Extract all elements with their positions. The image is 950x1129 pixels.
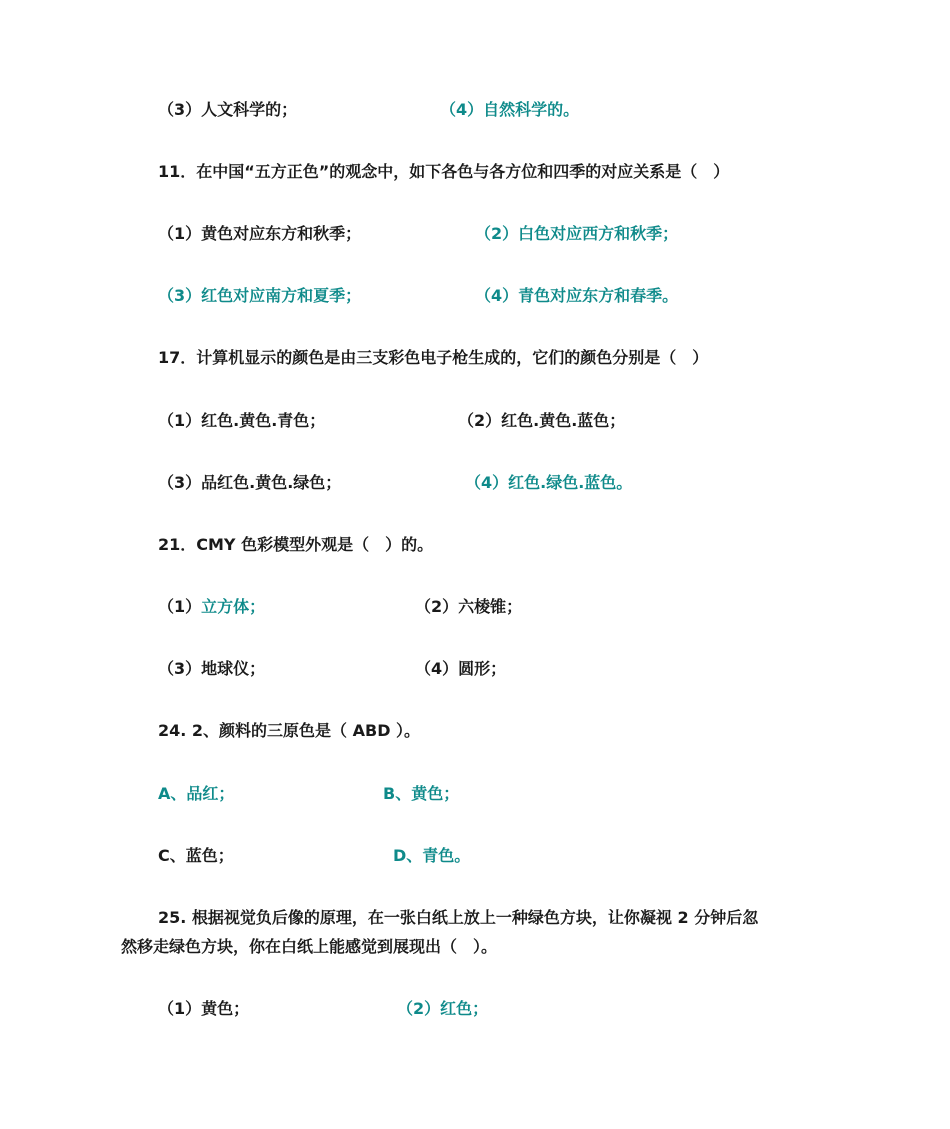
- q24-stem: 24. 2、颜料的三原色是（ ABD ）。: [158, 721, 421, 740]
- q25-option-2-answer: （2）红色；: [397, 999, 489, 1018]
- q17-stem: 17．计算机显示的颜色是由三支彩色电子枪生成的，它们的颜色分别是（ ）: [158, 348, 709, 367]
- q10-option-3: （3）人文科学的；: [158, 100, 298, 119]
- q21-option-4: （4）圆形；: [415, 659, 507, 678]
- q17-option-3: （3）品红色.黄色.绿色；: [158, 473, 342, 492]
- q11-option-2-answer: （2）白色对应西方和秋季；: [475, 224, 679, 243]
- q17-option-4-answer: （4）红色.绿色.蓝色。: [465, 473, 633, 492]
- q25-stem-line-1: 25. 根据视觉负后像的原理，在一张白纸上放上一种绿色方块，让你凝视 2 分钟后忽: [158, 908, 759, 927]
- q24-option-b-answer: B、黄色；: [383, 784, 460, 803]
- q17-option-1: （1）红色.黄色.青色；: [158, 411, 326, 430]
- q11-option-1: （1）黄色对应东方和秋季；: [158, 224, 362, 243]
- q10-option-4-answer: （4）自然科学的。: [440, 100, 580, 119]
- q25-stem-line-2: 然移走绿色方块，你在白纸上能感觉到展现出（ ）。: [121, 937, 498, 956]
- q21-stem: 21．CMY 色彩模型外观是（ ）的。: [158, 535, 434, 554]
- q25-option-1: （1）黄色；: [158, 999, 250, 1018]
- q24-option-c: C、蓝色；: [158, 846, 234, 865]
- q24-option-a-answer: A、品红；: [158, 784, 235, 803]
- q17-option-2: （2）红色.黄色.蓝色；: [458, 411, 626, 430]
- q11-stem: 11．在中国“五方正色”的观念中，如下各色与各方位和四季的对应关系是（ ）: [158, 162, 730, 181]
- q21-option-1: [158, 597, 265, 617]
- q21-option-1-prefix: （1）: [158, 597, 202, 616]
- q21-option-1-answer: 立方体；: [201, 597, 266, 616]
- q11-option-3-answer: （3）红色对应南方和夏季；: [158, 286, 362, 305]
- q11-option-4-answer: （4）青色对应东方和春季。: [475, 286, 679, 305]
- q21-option-3: （3）地球仪；: [158, 659, 266, 678]
- q24-option-d-answer: D、青色。: [393, 846, 471, 865]
- q21-option-2: （2）六棱锥；: [415, 597, 523, 616]
